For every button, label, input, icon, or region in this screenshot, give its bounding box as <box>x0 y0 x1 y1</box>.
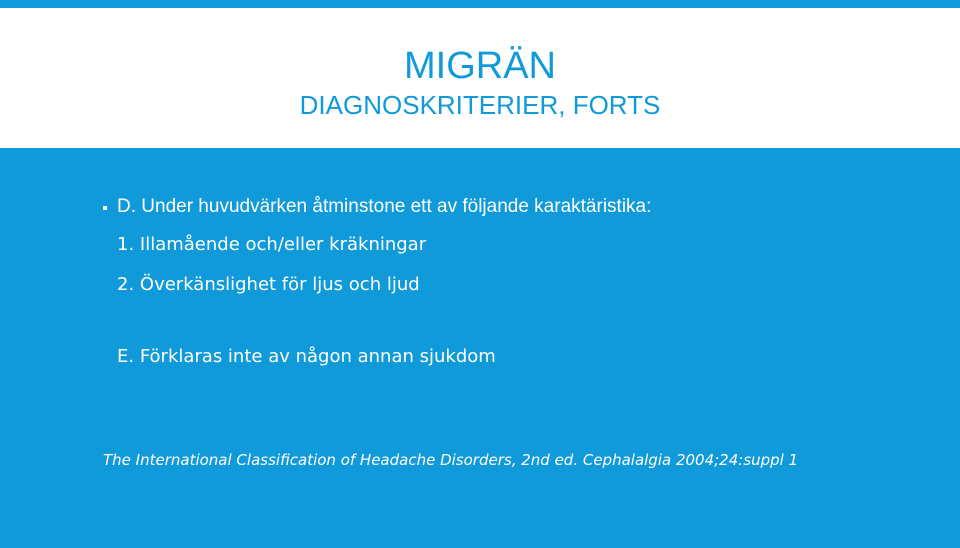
reference-citation: The International Classification of Headache Disorders, 2nd ed. Cephalalgia 2004;24:suppl 1 <box>103 451 799 469</box>
slide-content <box>0 148 960 548</box>
top-accent-bar <box>0 0 960 8</box>
slide-header <box>0 8 960 148</box>
slide-title: MIGRÄN <box>404 45 556 87</box>
criterion-d: D. Under huvudvärken åtminstone ett av följande karaktäristika: <box>117 196 652 217</box>
criterion-d-item-2: 2. Överkänslighet för ljus och ljud <box>117 274 420 295</box>
criterion-d-item-1: 1. Illamående och/eller kräkningar <box>117 234 427 255</box>
slide-subtitle: DIAGNOSKRITERIER, FORTS <box>299 90 661 120</box>
criterion-e: E. Förklaras inte av någon annan sjukdom <box>117 346 496 367</box>
bullet-icon <box>103 206 107 210</box>
